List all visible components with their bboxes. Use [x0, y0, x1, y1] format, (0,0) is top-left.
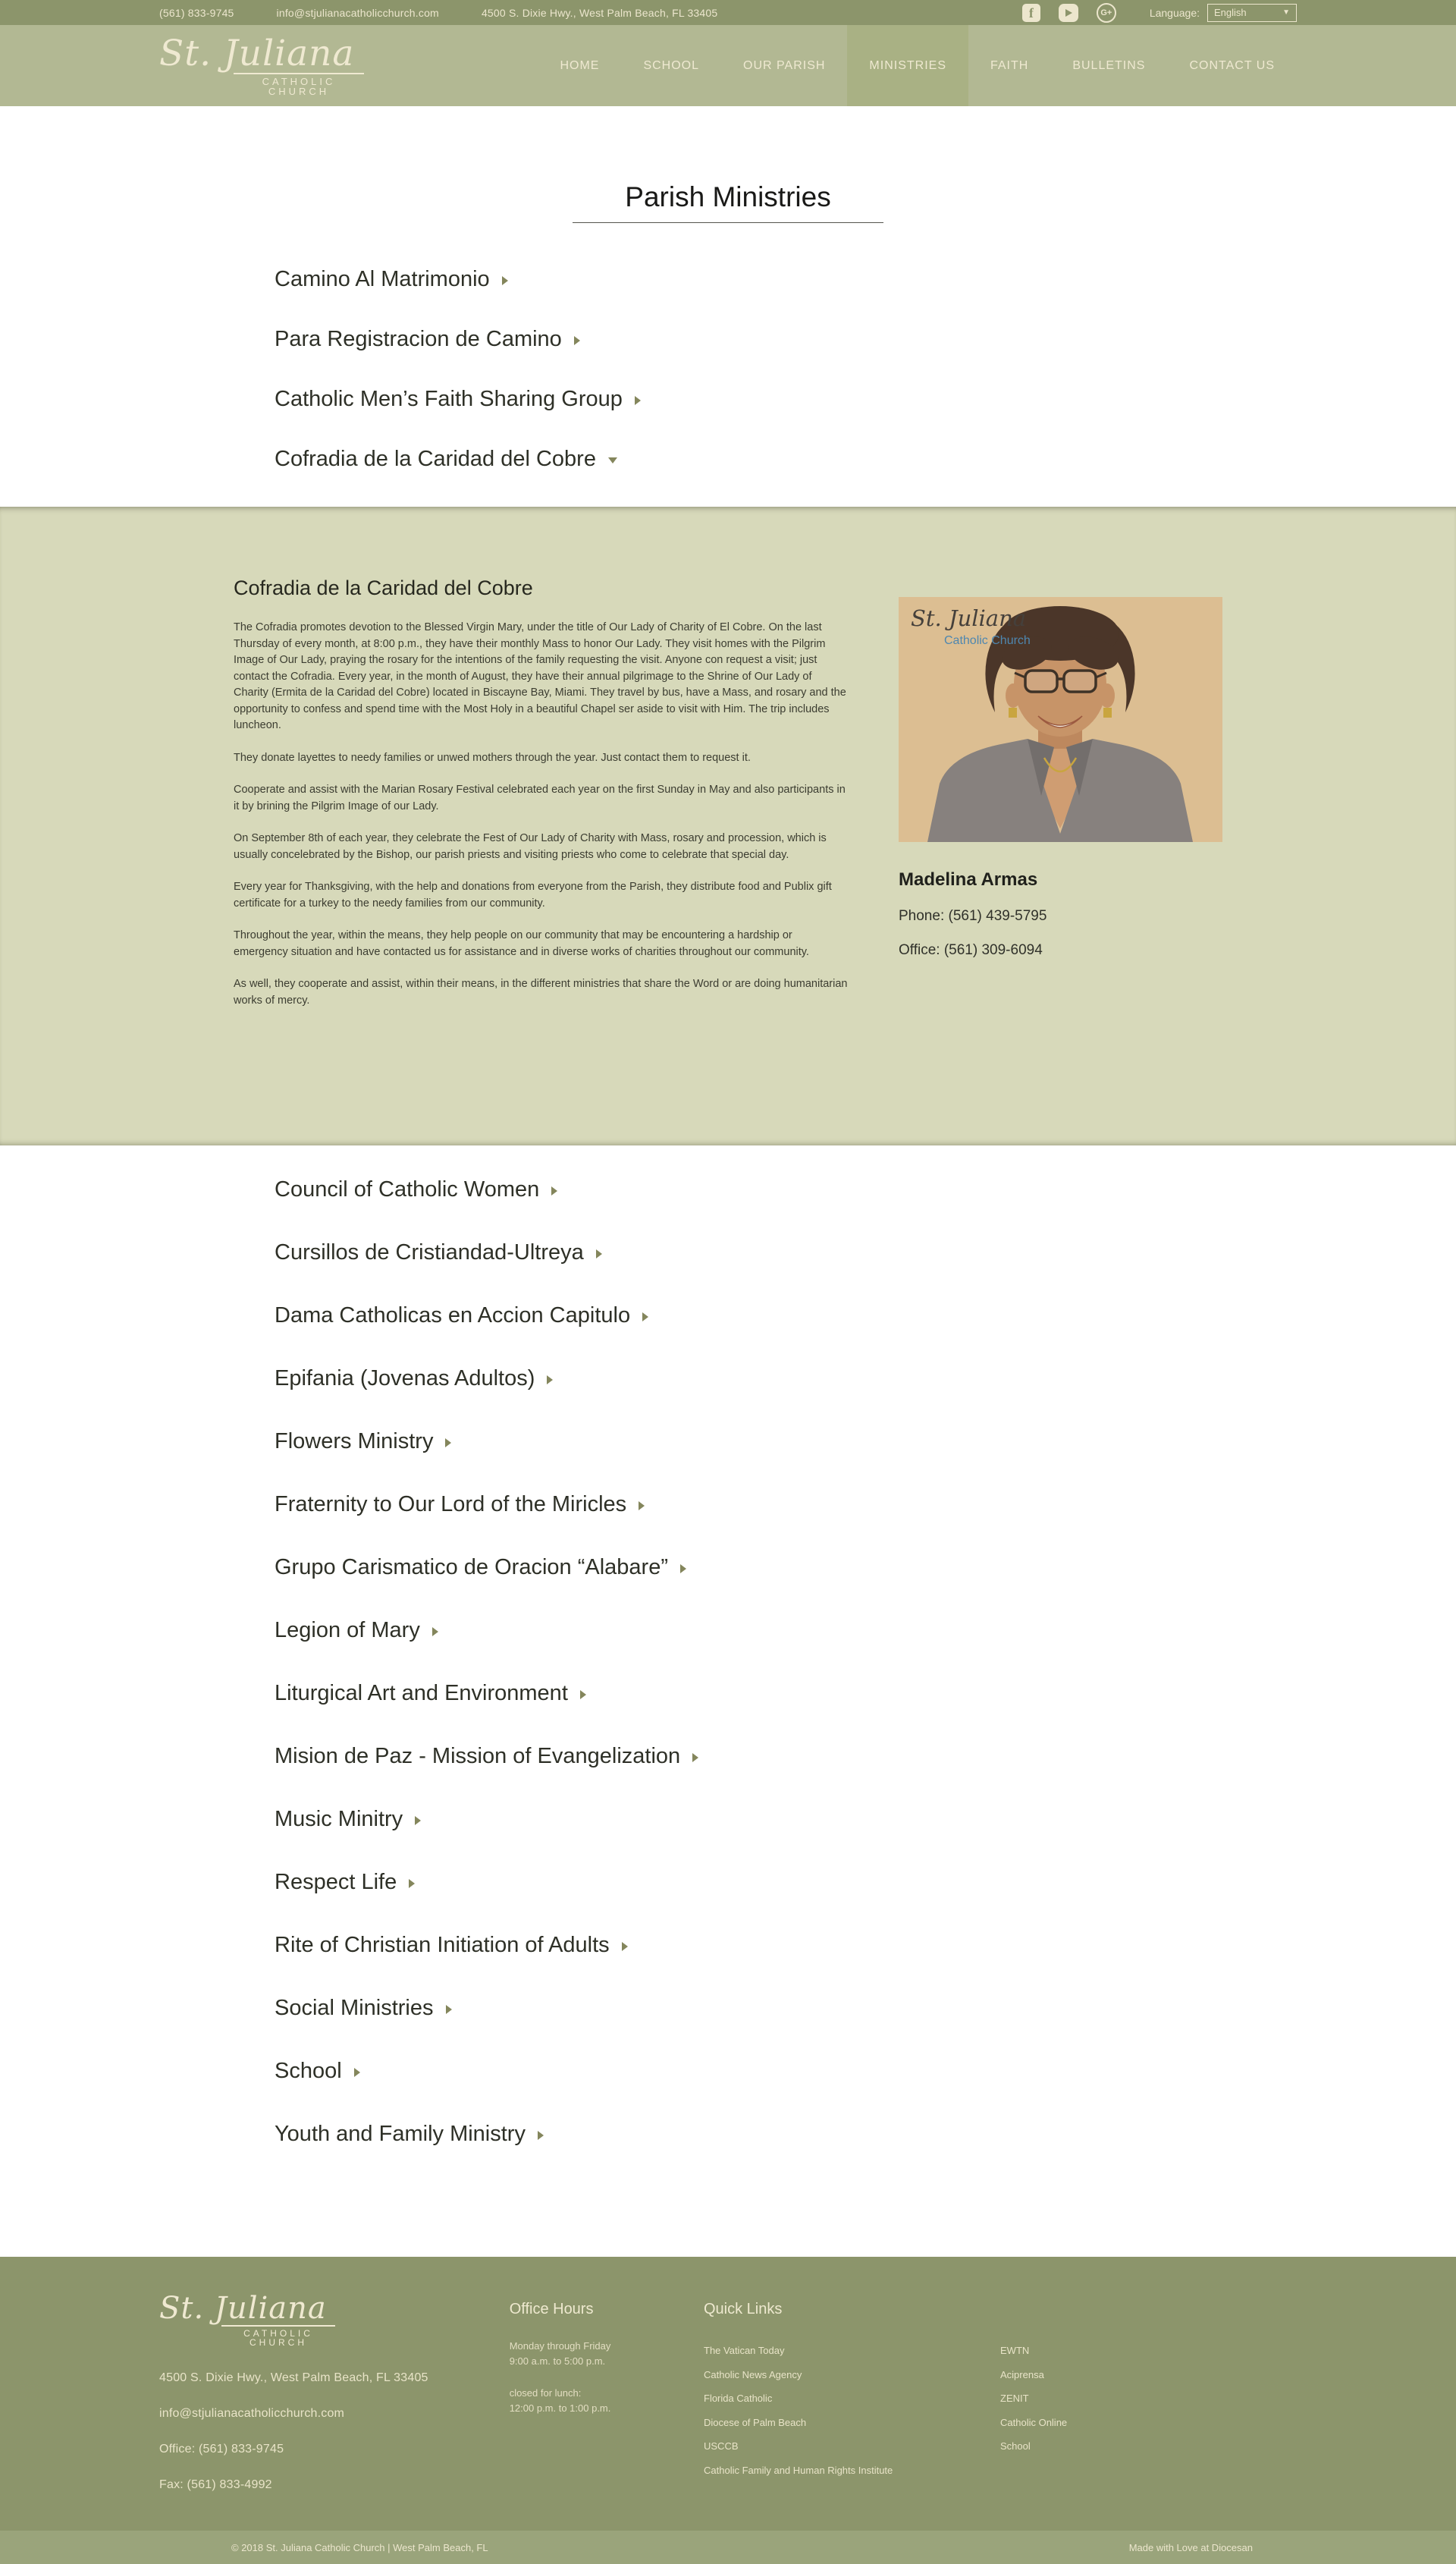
ministry-label: Social Ministries [275, 1996, 434, 2020]
ministry-list-item[interactable] [275, 1302, 1456, 1329]
detail-paragraph: Every year for Thanksgiving, with the help and donations from everyone from the Parish, they distribute food and Publix gift certificate for a turkey to the needy families from our community. [234, 881, 832, 910]
chevron-icon [622, 1942, 628, 1951]
quick-link[interactable]: Catholic Family and Human Rights Institute [704, 2464, 893, 2476]
ministry-list-bottom [275, 1176, 1456, 2148]
contact-office: Office: (561) 309-6094 [899, 942, 1043, 958]
ministries-section-top [0, 106, 1456, 507]
chevron-icon [502, 276, 508, 285]
title-underline [573, 222, 883, 223]
ministry-list-item[interactable] [275, 1554, 1456, 1581]
quick-links-heading: Quick Links [704, 2301, 783, 2317]
office-hours-group-2 [510, 2386, 704, 2416]
quick-link[interactable]: Aciprensa [1000, 2368, 1044, 2380]
ministry-label: Council of Catholic Women [275, 1177, 540, 1202]
chevron-icon [635, 396, 641, 405]
chevron-icon [415, 1816, 421, 1825]
footer-quick-links [704, 2293, 1297, 2492]
ministry-list-item[interactable] [275, 1994, 1456, 2022]
nav-item[interactable]: BULLETINS [1072, 59, 1146, 72]
ministries-section-bottom [0, 1145, 1456, 2257]
office-hours-line: 12:00 p.m. to 1:00 p.m. [509, 2402, 611, 2414]
footer-address: 4500 S. Dixie Hwy., West Palm Beach, FL 33405 [159, 2371, 428, 2384]
page-title: Parish Ministries [625, 181, 831, 212]
office-hours-line: Monday through Friday [509, 2340, 611, 2352]
topbar-phone: (561) 833-9745 [159, 6, 234, 19]
nav-menu [538, 25, 1297, 106]
ministry-list-item[interactable] [275, 1176, 1456, 1203]
ministry-label: Youth and Family Ministry [275, 2122, 526, 2146]
quick-link[interactable]: Catholic Online [1000, 2416, 1068, 2428]
quick-link[interactable]: ZENIT [1000, 2393, 1029, 2404]
google-plus-icon[interactable] [1097, 3, 1116, 23]
footer-contact-column [159, 2293, 510, 2492]
quick-link[interactable]: The Vatican Today [704, 2345, 785, 2356]
ministry-list-item[interactable] [275, 1617, 1456, 1644]
chevron-icon [692, 1753, 698, 1762]
quick-link[interactable]: Diocese of Palm Beach [704, 2416, 807, 2428]
contact-photo [899, 597, 1222, 842]
youtube-icon[interactable] [1059, 4, 1078, 22]
logo-subtitle: CATHOLIC CHURCH [234, 73, 364, 96]
facebook-icon[interactable] [1022, 4, 1040, 22]
chevron-icon [538, 2131, 544, 2140]
nav-item[interactable]: OUR PARISH [743, 59, 826, 72]
quick-links-column-2 [1000, 2339, 1297, 2482]
nav-item[interactable]: FAITH [990, 59, 1029, 72]
copyright-text: © 2018 St. Juliana Catholic Church | West Palm Beach, FL [231, 2541, 488, 2553]
language-select[interactable] [1207, 4, 1297, 22]
ministry-list-item[interactable] [275, 1742, 1456, 1770]
ministry-label: Mision de Paz - Mission of Evangelization [275, 1744, 681, 1768]
office-hours-line: 9:00 a.m. to 5:00 p.m. [509, 2355, 606, 2367]
photo-logo-subtitle: Catholic Church [944, 634, 1031, 647]
ministry-list-item[interactable] [275, 1868, 1456, 1896]
facebook-glyph: f [1028, 5, 1034, 20]
quick-link[interactable]: USCCB [704, 2440, 739, 2452]
ministry-detail-panel [0, 507, 1456, 1145]
ministry-list-item[interactable] [275, 445, 1456, 473]
ministry-label: Music Minitry [275, 1807, 403, 1831]
site-logo[interactable] [159, 32, 364, 97]
ministry-list-item[interactable] [275, 2057, 1456, 2085]
language-value: English [1214, 7, 1247, 18]
footer [0, 2257, 1456, 2531]
contact-name: Madelina Armas [899, 869, 1038, 890]
logo-title: St. Juliana [159, 32, 355, 74]
ministry-label: Fraternity to Our Lord of the Miricles [275, 1492, 627, 1516]
detail-paragraph: On September 8th of each year, they celebrate the Fest of Our Lady of Charity with Mass, rosary and procession, which is usually concelebrated by the Bishop, our parish priests and visiting priests who come to celebrate that special day. [234, 832, 827, 861]
nav-item[interactable]: MINISTRIES [847, 25, 968, 106]
dropdown-caret-icon: ▼ [1282, 8, 1290, 17]
ministry-label: Para Registracion de Camino [275, 327, 562, 351]
nav-item[interactable]: SCHOOL [643, 59, 700, 72]
play-glyph [1065, 9, 1072, 17]
ministry-list-item[interactable] [275, 1679, 1456, 1707]
ministry-list-item[interactable] [275, 266, 1456, 293]
ministry-list-item[interactable] [275, 325, 1456, 353]
detail-text-column [159, 577, 849, 1025]
ministry-list-item[interactable] [275, 1365, 1456, 1392]
ministry-label: School [275, 2059, 342, 2083]
ministry-label: Epifania (Jovenas Adultos) [275, 1366, 535, 1390]
ministry-label: Liturgical Art and Environment [275, 1681, 568, 1705]
ministry-label: Cofradia de la Caridad del Cobre [275, 447, 596, 471]
ministry-label: Dama Catholicas en Accion Capitulo [275, 1303, 631, 1328]
chevron-icon [608, 457, 617, 463]
ministry-label: Flowers Ministry [275, 1429, 434, 1453]
quick-links-column-1 [704, 2339, 1000, 2482]
detail-paragraph: The Cofradia promotes devotion to the Blessed Virgin Mary, under the title of Our Lady of Charity of El Cobre. On the last Thursday of every month, at 8:00 p.m., they have their monthly Mass to honor Our Lady. They visit homes with the Pilgrim Image of Our Lady, praying the rosary for the intentions of the family requesting the visit. Anyone con request a visit; just contact the Cofradia. Every year, in the month of August, they have their annual pilgrimage to the Shrine of Our Lady of Charity (Ermita de la Caridad del Cobre) located in Biscayne Bay, Miami. They travel by bus, have a Mass, and rosary and the opportunity to confess and spend time with the Most Holy in a beautiful Chapel ser aside to visit with Him. The trip includes luncheon. [234, 621, 846, 731]
nav-item[interactable]: HOME [560, 59, 600, 72]
photo-logo-title: St. Juliana [911, 605, 1027, 631]
quick-link[interactable]: Catholic News Agency [704, 2368, 802, 2380]
footer-logo[interactable] [159, 2293, 335, 2347]
quick-link[interactable]: EWTN [1000, 2345, 1030, 2356]
chevron-icon [547, 1375, 553, 1384]
chevron-icon [680, 1564, 686, 1573]
detail-paragraphs [234, 620, 849, 1009]
topbar-address: 4500 S. Dixie Hwy., West Palm Beach, FL 33405 [481, 6, 718, 19]
ministry-list-top [275, 266, 1456, 473]
ministry-label: Legion of Mary [275, 1618, 420, 1642]
ministry-label: Rite of Christian Initiation of Adults [275, 1933, 610, 1957]
topbar-email[interactable]: info@stjulianacatholicchurch.com [276, 6, 439, 19]
gplus-glyph: G+ [1100, 8, 1112, 17]
quick-link[interactable]: School [1000, 2440, 1031, 2452]
chevron-icon [432, 1627, 438, 1636]
chevron-icon [446, 2005, 452, 2014]
footer-fax: Fax: (561) 833-4992 [159, 2478, 272, 2491]
detail-paragraph: As well, they cooperate and assist, within their means, in the different ministries that share the Word or are doing humanitarian works of mercy. [234, 978, 848, 1007]
detail-contact-column [899, 597, 1225, 959]
chevron-icon [354, 2068, 360, 2077]
footer-logo-title: St. Juliana [159, 2291, 327, 2326]
ministry-list-item[interactable] [275, 385, 1456, 413]
detail-paragraph: They donate layettes to needy families or unwed mothers through the year. Just contact them to request it. [234, 751, 751, 764]
language-label: Language: [1149, 6, 1200, 19]
nav-item[interactable]: CONTACT US [1189, 59, 1275, 72]
chevron-icon [596, 1249, 602, 1258]
chevron-icon [445, 1438, 451, 1447]
detail-paragraph: Throughout the year, within the means, they help people on our community that may be encountering a hardship or emergency situation and have contacted us for assistance and in diverse works of charities throughout our community. [234, 929, 809, 958]
credit-link[interactable]: Made with Love at Diocesan [1128, 2541, 1253, 2553]
quick-link[interactable]: Florida Catholic [704, 2393, 773, 2404]
ministry-label: Respect Life [275, 1870, 397, 1894]
ministry-label: Cursillos de Cristiandad-Ultreya [275, 1240, 584, 1265]
footer-office-hours [510, 2293, 704, 2492]
footer-logo-subtitle: CATHOLIC CHURCH [221, 2325, 335, 2347]
ministry-list-item[interactable] [275, 1931, 1456, 1959]
bottom-bar [0, 2531, 1456, 2564]
ministry-label: Catholic Men’s Faith Sharing Group [275, 387, 623, 411]
chevron-icon [551, 1186, 557, 1196]
detail-paragraph: Cooperate and assist with the Marian Rosary Festival celebrated each year on the first Sunday in May and also participants in it by brining the Pilgrim Image of our Lady. [234, 784, 846, 812]
ministry-list-item[interactable] [275, 1805, 1456, 1833]
chevron-icon [574, 336, 580, 345]
chevron-icon [642, 1312, 648, 1321]
office-hours-line: closed for lunch: [509, 2387, 582, 2399]
footer-office-phone: Office: (561) 833-9745 [159, 2443, 284, 2456]
ministry-list-item[interactable] [275, 1491, 1456, 1518]
ministry-label: Grupo Carismatico de Oracion “Alabare” [275, 1555, 668, 1579]
chevron-icon [409, 1879, 415, 1888]
detail-heading: Cofradia de la Caridad del Cobre [234, 577, 533, 599]
navbar [0, 25, 1456, 106]
topbar [0, 0, 1456, 25]
ministry-label: Camino Al Matrimonio [275, 267, 490, 291]
chevron-icon [580, 1690, 586, 1699]
main-content [0, 106, 1456, 2257]
ministry-list-item[interactable] [275, 1428, 1456, 1455]
contact-phone: Phone: (561) 439-5795 [899, 908, 1047, 924]
office-hours-group-1 [510, 2339, 704, 2369]
ministry-list-item[interactable] [275, 1239, 1456, 1266]
footer-email[interactable]: info@stjulianacatholicchurch.com [159, 2407, 345, 2420]
ministry-list-item[interactable] [275, 2120, 1456, 2148]
office-hours-heading: Office Hours [509, 2301, 594, 2317]
chevron-icon [639, 1501, 645, 1510]
